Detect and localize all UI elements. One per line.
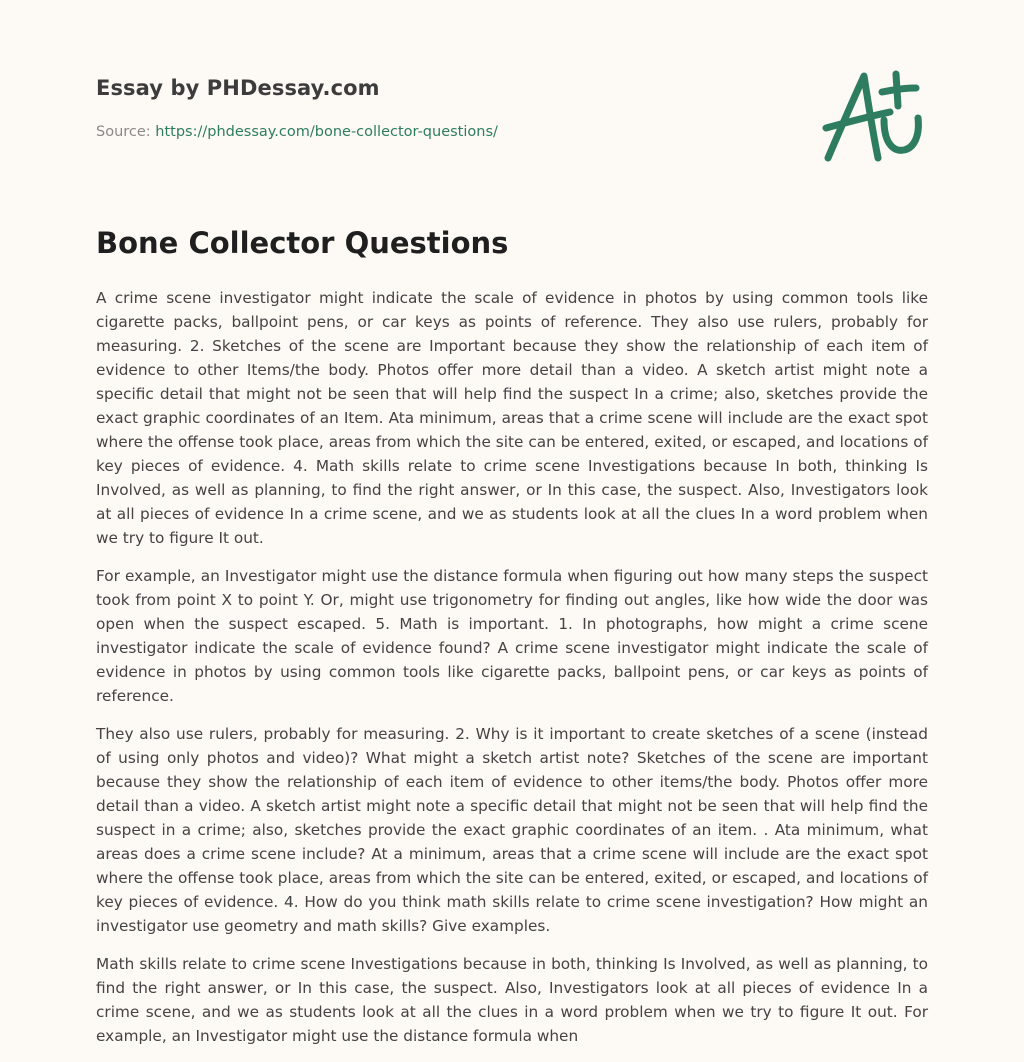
essay-title: Bone Collector Questions <box>96 226 509 260</box>
essay-body <box>96 286 928 1062</box>
source-label: Source: <box>96 124 151 140</box>
essay-paragraph: A crime scene investigator might indicate the scale of evidence in photos by using common tools like cigarette packs, ballpoint pens, or car keys as points of reference. They also use rulers, probably for measuring. 2. Sketches of the scene are Important because they show the relationship of each item of evidence to other Items/the body. Photos offer more detail than a video. A sketch artist might note a specific detail that might not be seen that will help find the suspect In a crime; also, sketches provide the exact graphic coordinates of an Item. Ata minimum, areas that a crime scene will include are the exact spot where the offense took place, areas from which the site can be entered, exited, or escaped, and locations of key pieces of evidence. 4. Math skills relate to crime scene Investigations because In both, thinking Is Involved, as well as planning, to find the right answer, or In this case, the suspect. Also, Investigators look at all pieces of evidence In a crime scene, and we as students look at all the clues In a word problem when we try to figure It out. <box>96 289 928 547</box>
source-link[interactable]: https://phdessay.com/bone-collector-questions/ <box>155 124 498 140</box>
essay-paragraph: Math skills relate to crime scene Investigations because in both, thinking Is Involved, as well as planning, to find the right answer, or In this case, the suspect. Also, Investigators look at all pieces of evidence In a crime scene, and we as students look at all the clues in a word problem when we try to figure It out. For example, an Investigator might use the distance formula when <box>96 955 928 1045</box>
source-line <box>96 124 498 140</box>
essay-paragraph: For example, an Investigator might use the distance formula when figuring out how many steps the suspect took from point X to point Y. Or, might use trigonometry for finding out angles, like how wide the door was open when the suspect escaped. 5. Math is important. 1. In photographs, how might a crime scene investigator indicate the scale of evidence found? A crime scene investigator might indicate the scale of evidence in photos by using common tools like cigarette packs, ballpoint pens, or car keys as points of reference. <box>96 567 928 705</box>
site-brand: Essay by PHDessay.com <box>96 76 380 100</box>
a-plus-grade-icon <box>818 66 930 166</box>
essay-paragraph: They also use rulers, probably for measuring. 2. Why is it important to create sketches of a scene (instead of using only photos and video)? What might a sketch artist note? Sketches of the scene are important because they show the relationship of each item of evidence to other items/the body. Photos offer more detail than a video. A sketch artist might note a specific detail that might not be seen that will help find the suspect in a crime; also, sketches provide the exact graphic coordinates of an item. . Ata minimum, what areas does a crime scene include? At a minimum, areas that a crime scene will include are the exact spot where the offense took place, areas from which the site can be entered, exited, or escaped, and locations of key pieces of evidence. 4. How do you think math skills relate to crime scene investigation? How might an investigator use geometry and math skills? Give examples. <box>96 725 928 935</box>
